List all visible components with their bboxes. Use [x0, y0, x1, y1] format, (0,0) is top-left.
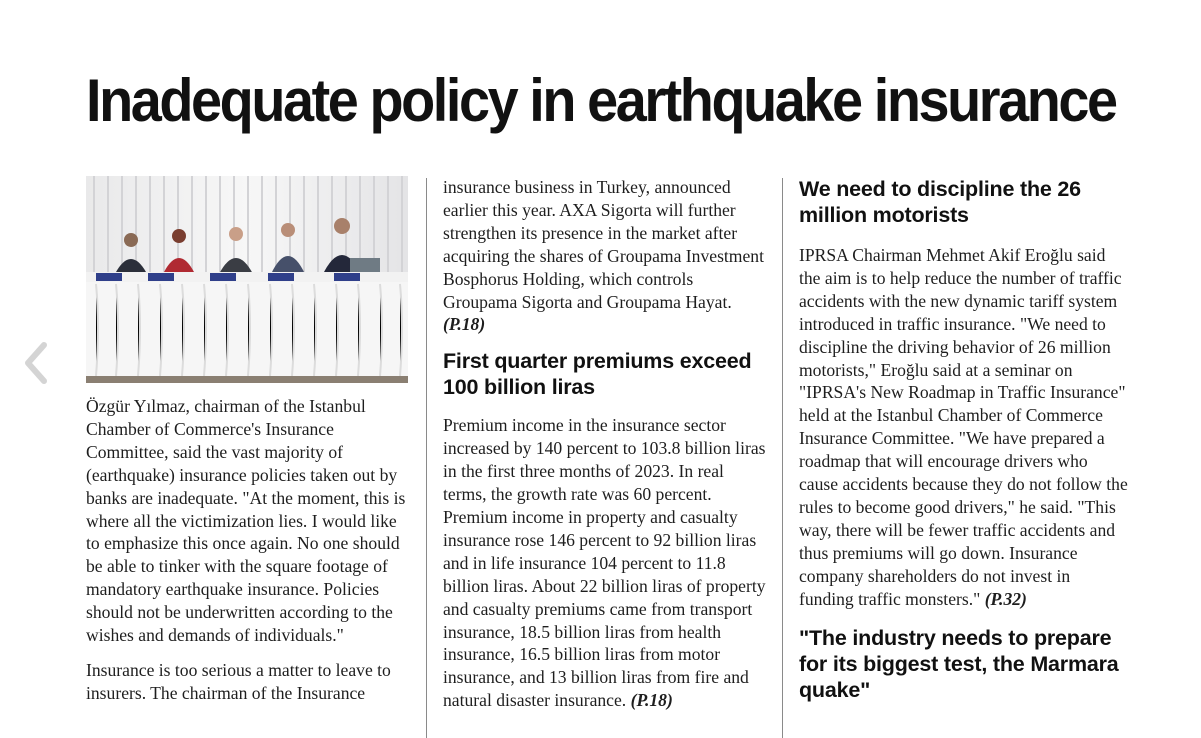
column-right: [799, 176, 1129, 703]
article-paragraph: Özgür Yılmaz, chairman of the Istanbul Chamber of Commerce's Insurance Committee, said the vast majority of (earthquake) insurance policies taken out by banks are inadequate. "At the moment, this is where all the victimization lies. I would like to emphasize this once again. No one should be able to tinker with the square footage of mandatory earthquake insurance. Policies should not be underwritten according to the wishes and demands of individuals.": [86, 396, 406, 646]
article-paragraph: Insurance is too serious a matter to leave to insurers. The chairman of the Insurance: [86, 659, 391, 703]
page-reference: (P.18): [443, 314, 486, 335]
section-heading: First quarter premiums exceed 100 billion liras: [443, 349, 752, 400]
column-divider: [782, 178, 783, 738]
page-title: Inadequate policy in earthquake insurance: [86, 67, 1116, 134]
column-middle: [443, 176, 768, 712]
page-reference: (P.18): [630, 690, 673, 711]
panel-photo: [86, 176, 408, 383]
page-reference: (P.32): [984, 588, 1027, 609]
article-paragraph: Premium income in the insurance sector increased by 140 percent to 103.8 billion liras in the first three months of 2023. In real terms, the growth rate was 60 percent. Premium income in property and casualty insurance rose 146 percent to 92 billion liras and in life insurance 104 percent to 11.8 billion liras. About 22 billion liras of property and casualty premiums came from transport insurance, 18.5 billion liras from health insurance, 16.5 billion liras from motor insurance, and 13 billion liras from fire and natural disaster insurance. (P.18): [443, 415, 766, 711]
article-paragraph: IPRSA Chairman Mehmet Akif Eroğlu said the aim is to help reduce the number of traffic accidents with the new dynamic tariff system introduced in traffic insurance. "We need to discipline the driving behavior of 26 million motorists," Eroğlu said at a seminar on "IPRSA's New Roadmap in Traffic Insurance" held at the Istanbul Chamber of Commerce Insurance Committee. "We have prepared a roadmap that will encourage drivers who cause accidents because they do not follow the rules to become good drivers," he said. "This way, there will be fewer traffic accidents and thus premiums will go down. Insurance company shareholders do not invest in funding traffic monsters." (P.32): [799, 245, 1128, 609]
previous-page-button[interactable]: [20, 340, 56, 386]
article-paragraph: insurance business in Turkey, announced earlier this year. AXA Sigorta will further strengthen its presence in the market after acquiring the shares of Groupama Investment Bosphorus Holding, which controls Groupama Sigorta and Groupama Hayat. (P.18): [443, 177, 764, 335]
column-left: [86, 176, 408, 705]
column-divider: [426, 178, 427, 738]
section-heading: We need to discipline the 26 million motorists: [799, 177, 1081, 227]
chevron-left-icon: [20, 340, 56, 386]
section-heading: "The industry needs to prepare for its biggest test, the Marmara quake": [799, 625, 1119, 702]
